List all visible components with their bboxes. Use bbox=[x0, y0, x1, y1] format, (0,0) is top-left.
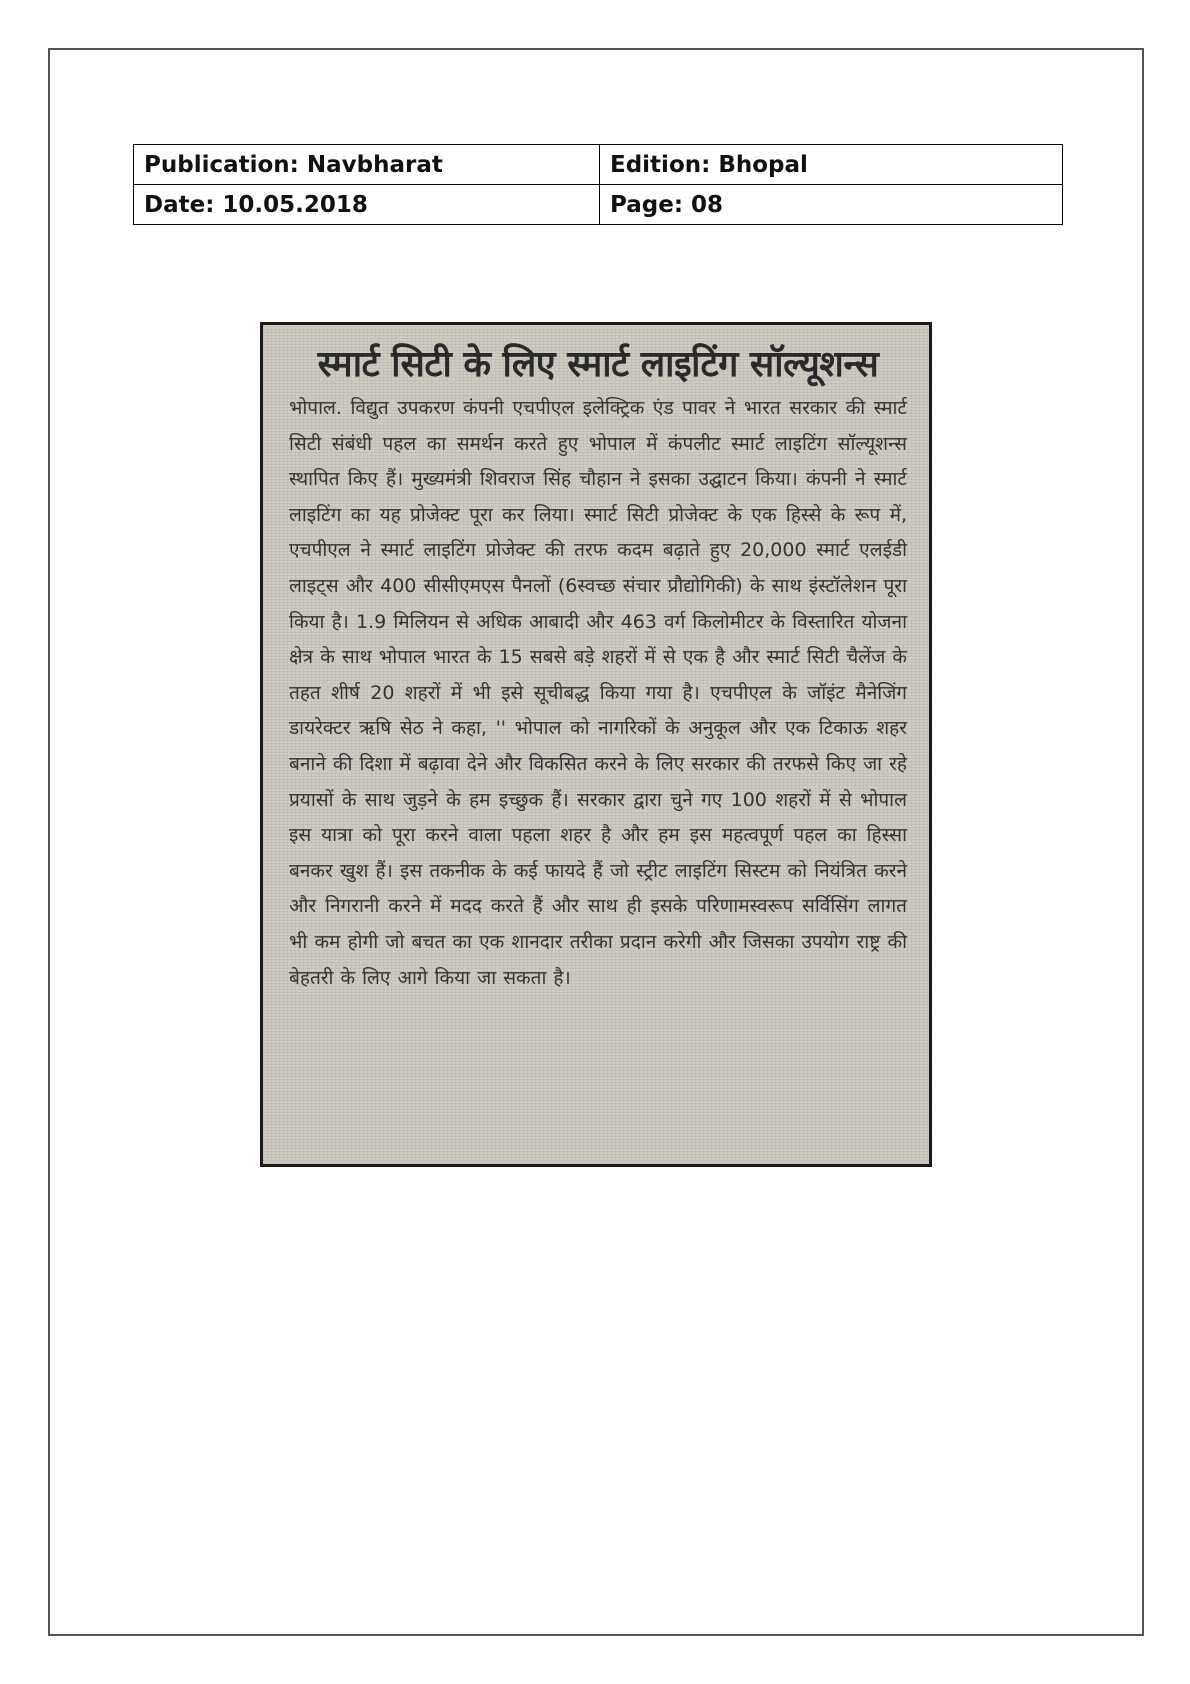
publication-info-table bbox=[133, 144, 1063, 225]
date-cell: Date: 10.05.2018 bbox=[134, 185, 600, 225]
table-row bbox=[134, 145, 1063, 185]
edition-cell: Edition: Bhopal bbox=[600, 145, 1063, 185]
newspaper-clipping bbox=[260, 322, 932, 1167]
clipping-headline: स्मार्ट सिटी के लिए स्मार्ट लाइटिंग सॉल्यूशन्स bbox=[317, 344, 879, 385]
page-cell: Page: 08 bbox=[600, 185, 1063, 225]
table-row bbox=[134, 185, 1063, 225]
clipping-body: भोपाल. विद्युत उपकरण कंपनी एचपीएल इलेक्ट्रिक एंड पावर ने भारत सरकार की स्मार्ट सिटी संबंधी पहल का समर्थन करते हुए भोपाल में कंपलीट स्मार्ट लाइटिंग सॉल्यूशन्स स्थापित किए हैं। मुख्यमंत्री शिवराज सिंह चौहान ने इसका उद्घाटन किया। कंपनी ने स्मार्ट लाइटिंग का यह प्रोजेक्ट पूरा कर लिया। स्मार्ट सिटी प्रोजेक्ट के एक हिस्से के रूप में, एचपीएल ने स्मार्ट लाइटिंग प्रोजेक्ट की तरफ कदम बढ़ाते हुए 20,000 स्मार्ट एलईडी लाइट्स और 400 सीसीएमएस पैनलों (6स्वच्छ संचार प्रौद्योगिकी) के साथ इंस्टॉलेशन पूरा किया है। 1.9 मिलियन से अधिक आबादी और 463 वर्ग किलोमीटर के विस्तारित योजना क्षेत्र के साथ भोपाल भारत के 15 सबसे बड़े शहरों में से एक है और स्मार्ट सिटी चैलेंज के तहत शीर्ष 20 शहरों में भी इसे सूचीबद्ध किया गया है। एचपीएल के जॉइंट मैनेजिंग डायरेक्टर ऋषि सेठ ने कहा, '' भोपाल को नागरिकों के अनुकूल और एक टिकाऊ शहर बनाने की दिशा में बढ़ावा देने और विकसित करने के लिए सरकार की तरफसे किए जा रहे प्रयासों के साथ जुड़ने के हम इच्छुक हैं। सरकार द्वारा चुने गए 100 शहरों में से भोपाल इस यात्रा को पूरा करने वाला पहला शहर है और हम इस महत्वपूर्ण पहल का हिस्सा बनकर खुश हैं। इस तकनीक के कई फायदे हैं जो स्ट्रीट लाइटिंग सिस्टम को नियंत्रित करने और निगरानी करने में मदद करते हैं और साथ ही इसके परिणामस्वरूप सर्विसिंग लागत भी कम होगी जो बचत का एक शानदार तरीका प्रदान करेगी और जिसका उपयोग राष्ट्र की बेहतरी के लिए आगे किया जा सकता है। bbox=[289, 397, 907, 989]
publication-cell: Publication: Navbharat bbox=[134, 145, 600, 185]
